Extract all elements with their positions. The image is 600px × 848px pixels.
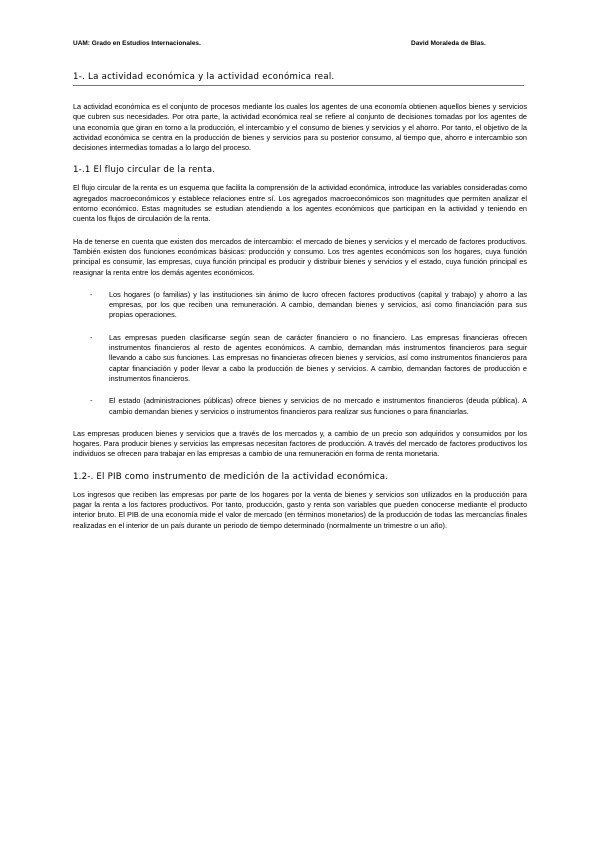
header-author: David Moraleda de Blas.	[411, 40, 486, 47]
section-1-2-paragraph: Los ingresos que reciben las empresas por parte de los hogares por la venta de bienes y servicios son utilizados en la producción para pagar la renta a los factores productivos. Por tanto, producción, gasto y renta son variables que pueden conocerse mediante el producto interior bruto. El PIB de una economía mide el valor de mercado (en términos monetarios) de la producción de todas las mercancías finales realizadas en el interior de un país durante un periodo de tiempo determinado (normalmente un trimestre o un año).	[73, 489, 527, 530]
section-1-title: 1-. La actividad económica y la actividad económica real.	[73, 72, 524, 86]
document-body	[73, 72, 527, 543]
section-1-2-title: 1.2-. El PIB como instrumento de medición de la actividad económica.	[73, 471, 389, 482]
section-1-1-paragraph-3: Las empresas producen bienes y servicios que a través de los mercados y, a cambio de un precio son adquiridos y consumidos por los hogares. Para producir bienes y servicios las empresas necesitan factores de producción. A través del mercado de factores productivos los individuos se ofrecen para trabajar en las empresas a cambio de una remuneración en forma de renta monetaria.	[73, 428, 527, 459]
list-dash: -	[90, 289, 93, 299]
section-1-1-paragraph-2: Ha de tenerse en cuenta que existen dos mercados de intercambio: el mercado de bienes y servicios y el mercado de factores productivos. También existen dos funciones económicas básicas: producción y consumo. Los tres agentes económicos son los hogares, cuya función principal es consumir, las empresas, cuya función principal es producir y distribuir bienes y servicios y el estado, cuya función principal es reasignar la renta entre los demás agentes económicos.	[73, 236, 527, 277]
list-dash: -	[90, 332, 93, 342]
list-item-text: Las empresas pueden clasificarse según sean de carácter financiero o no financiero. Las empresas financieras ofrecen instrumentos financieros al resto de agentes económicos. A cambio, demandan más instrumentos financieros para seguir llevando a cabo sus funciones. Las empresas no financieras ofrecen bienes y servicios, así como instrumentos financieros para captar financiación y poder llevar a cabo la producción de bienes y servicios. A cambio, demandan factores de producción e instrumentos financieros.	[109, 332, 527, 383]
agents-list	[73, 290, 527, 417]
list-item-text: Los hogares (o familias) y las instituciones sin ánimo de lucro ofrecen factores productivos (capital y trabajo) y ahorro a las empresas, por los que reciben una remuneración. A cambio, demandan bienes y servicios, así como financiación para sus propias operaciones.	[109, 289, 527, 320]
list-item	[73, 396, 527, 417]
list-dash: -	[90, 396, 93, 406]
section-1-1-title: 1-.1 El flujo circular de la renta.	[73, 165, 216, 176]
section-1-paragraph: La actividad económica es el conjunto de procesos mediante los cuales los agentes de una economía obtienen aquellos bienes y servicios que cubren sus necesidades. Por otra parte, la actividad económica real se refiere al conjunto de decisiones tomadas por los agentes de una economía que giran en torno a la producción, el intercambio y el consumo de bienes y servicios y el ahorro. Por tanto, el objetivo de la actividad económica se centra en la producción de bienes y servicios para su posterior consumo, al tiempo que, ahorro e intercambio son decisiones intermedias tomadas a lo largo del proceso.	[73, 102, 527, 153]
list-item-text: El estado (administraciones públicas) ofrece bienes y servicios de no mercado e instrumentos financieros (deuda pública). A cambio demandan bienes y servicios o instrumentos financieros para realizar sus funciones o para financiarlas.	[109, 396, 527, 416]
list-item	[73, 333, 527, 384]
section-1-1-paragraph-1: El flujo circular de la renta es un esquema que facilita la comprensión de la actividad económica, introduce las variables consideradas como agregados macroeconómicos y establece relaciones entre sí. Los agregados macroeconómicos son magnitudes que permiten analizar el entorno económico. Estas magnitudes se estudian atendiendo a los agentes económicos que participan en la actividad y teniendo en cuenta los flujos de circulación de la renta.	[73, 183, 527, 224]
list-item	[73, 290, 527, 321]
header-course: UAM: Grado en Estudios Internacionales.	[73, 40, 201, 47]
